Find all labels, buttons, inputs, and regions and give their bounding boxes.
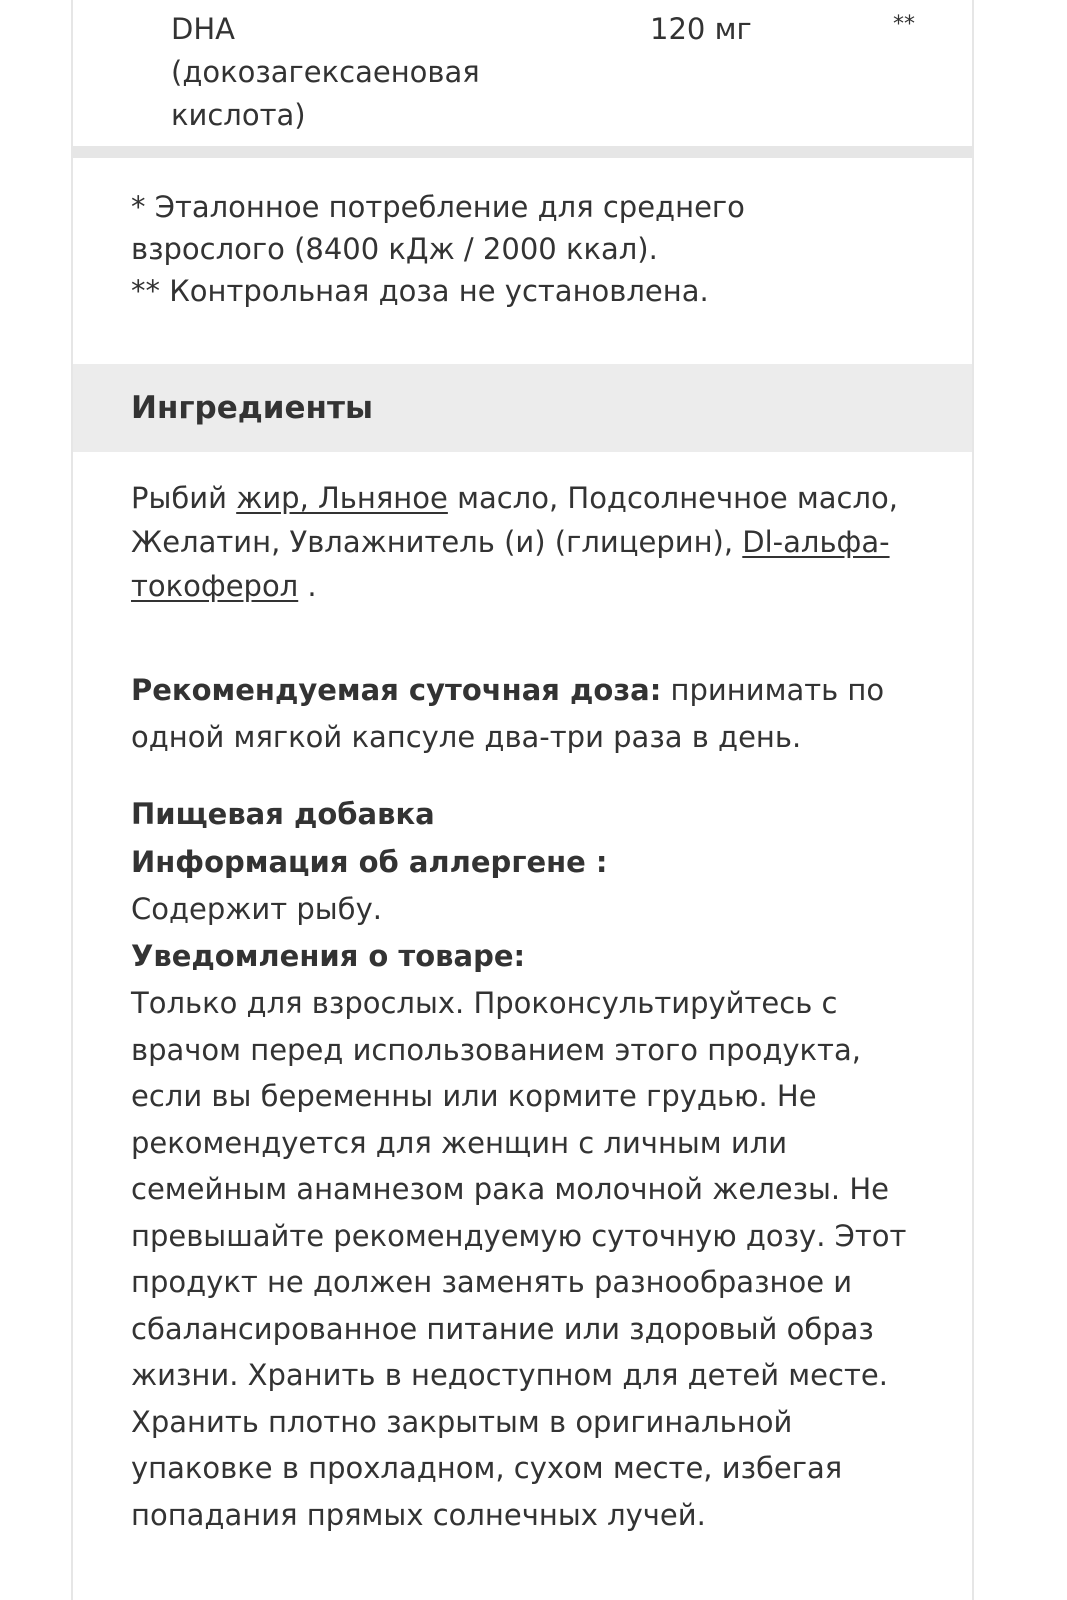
- allergen-heading: Информация об аллергене :: [131, 845, 608, 879]
- ingredients-text: [131, 476, 931, 608]
- nutrition-footnotes: [131, 186, 931, 312]
- nutrient-row-dha: [73, 0, 972, 146]
- nutrient-daily-value: **: [893, 12, 915, 37]
- nutrient-name-line: DHA: [171, 12, 235, 46]
- ingredients-section-header: [73, 364, 972, 452]
- nutrient-name-line: кислота): [171, 98, 306, 132]
- footnote-line: взрослого (8400 кДж / 2000 ккал).: [131, 232, 658, 266]
- nutrient-name: [171, 8, 551, 137]
- ingredients-text-part: Рыбий: [131, 481, 237, 515]
- supplement-label: Пищевая добавка: [131, 797, 435, 831]
- footnote-line: * Эталонное потребление для среднего: [131, 190, 745, 224]
- product-info: [131, 790, 931, 1538]
- nutrient-name-line: (докозагексаеновая: [171, 55, 480, 89]
- notices-text: Только для взрослых. Проконсультируйтесь с врачом перед использованием этого продукта, если вы беременны или кормите грудью. Не рекомендуется для женщин с личным или семейным анамнезом рака молочной железы. Не превышайте рекомендуемую суточную дозу. Этот продукт не должен заменять разнообразное и сбалансированное питание или здоровый образ жизни. Хранить в недоступном для детей месте. Хранить плотно закрытым в оригинальной упаковке в прохладном, сухом месте, избегая попадания прямых солнечных лучей.: [131, 986, 907, 1532]
- footnote-line: ** Контрольная доза не установлена.: [131, 274, 709, 308]
- dose-text: принимать по одной мягкой капсуле два-три раза в день.: [131, 673, 885, 754]
- table-divider: [73, 146, 972, 158]
- section-title: Ингредиенты: [131, 390, 373, 426]
- ingredient-link-tocopherol[interactable]: Dl-альфа-токоферол: [131, 525, 890, 603]
- allergen-text: Содержит рыбу.: [131, 892, 382, 926]
- recommended-dose: [131, 667, 931, 761]
- ingredients-text-part: масло, Подсолнечное масло, Желатин, Увлажнитель (и) (глицерин),: [131, 481, 898, 559]
- notices-heading: Уведомления о товаре:: [131, 939, 526, 973]
- nutrient-amount: 120 мг: [650, 12, 752, 46]
- ingredient-link-fish-oil[interactable]: жир, Льняное: [236, 481, 448, 515]
- ingredients-text-part: .: [298, 569, 317, 603]
- dose-label: Рекомендуемая суточная доза:: [131, 673, 662, 707]
- product-details-card: [71, 0, 974, 1600]
